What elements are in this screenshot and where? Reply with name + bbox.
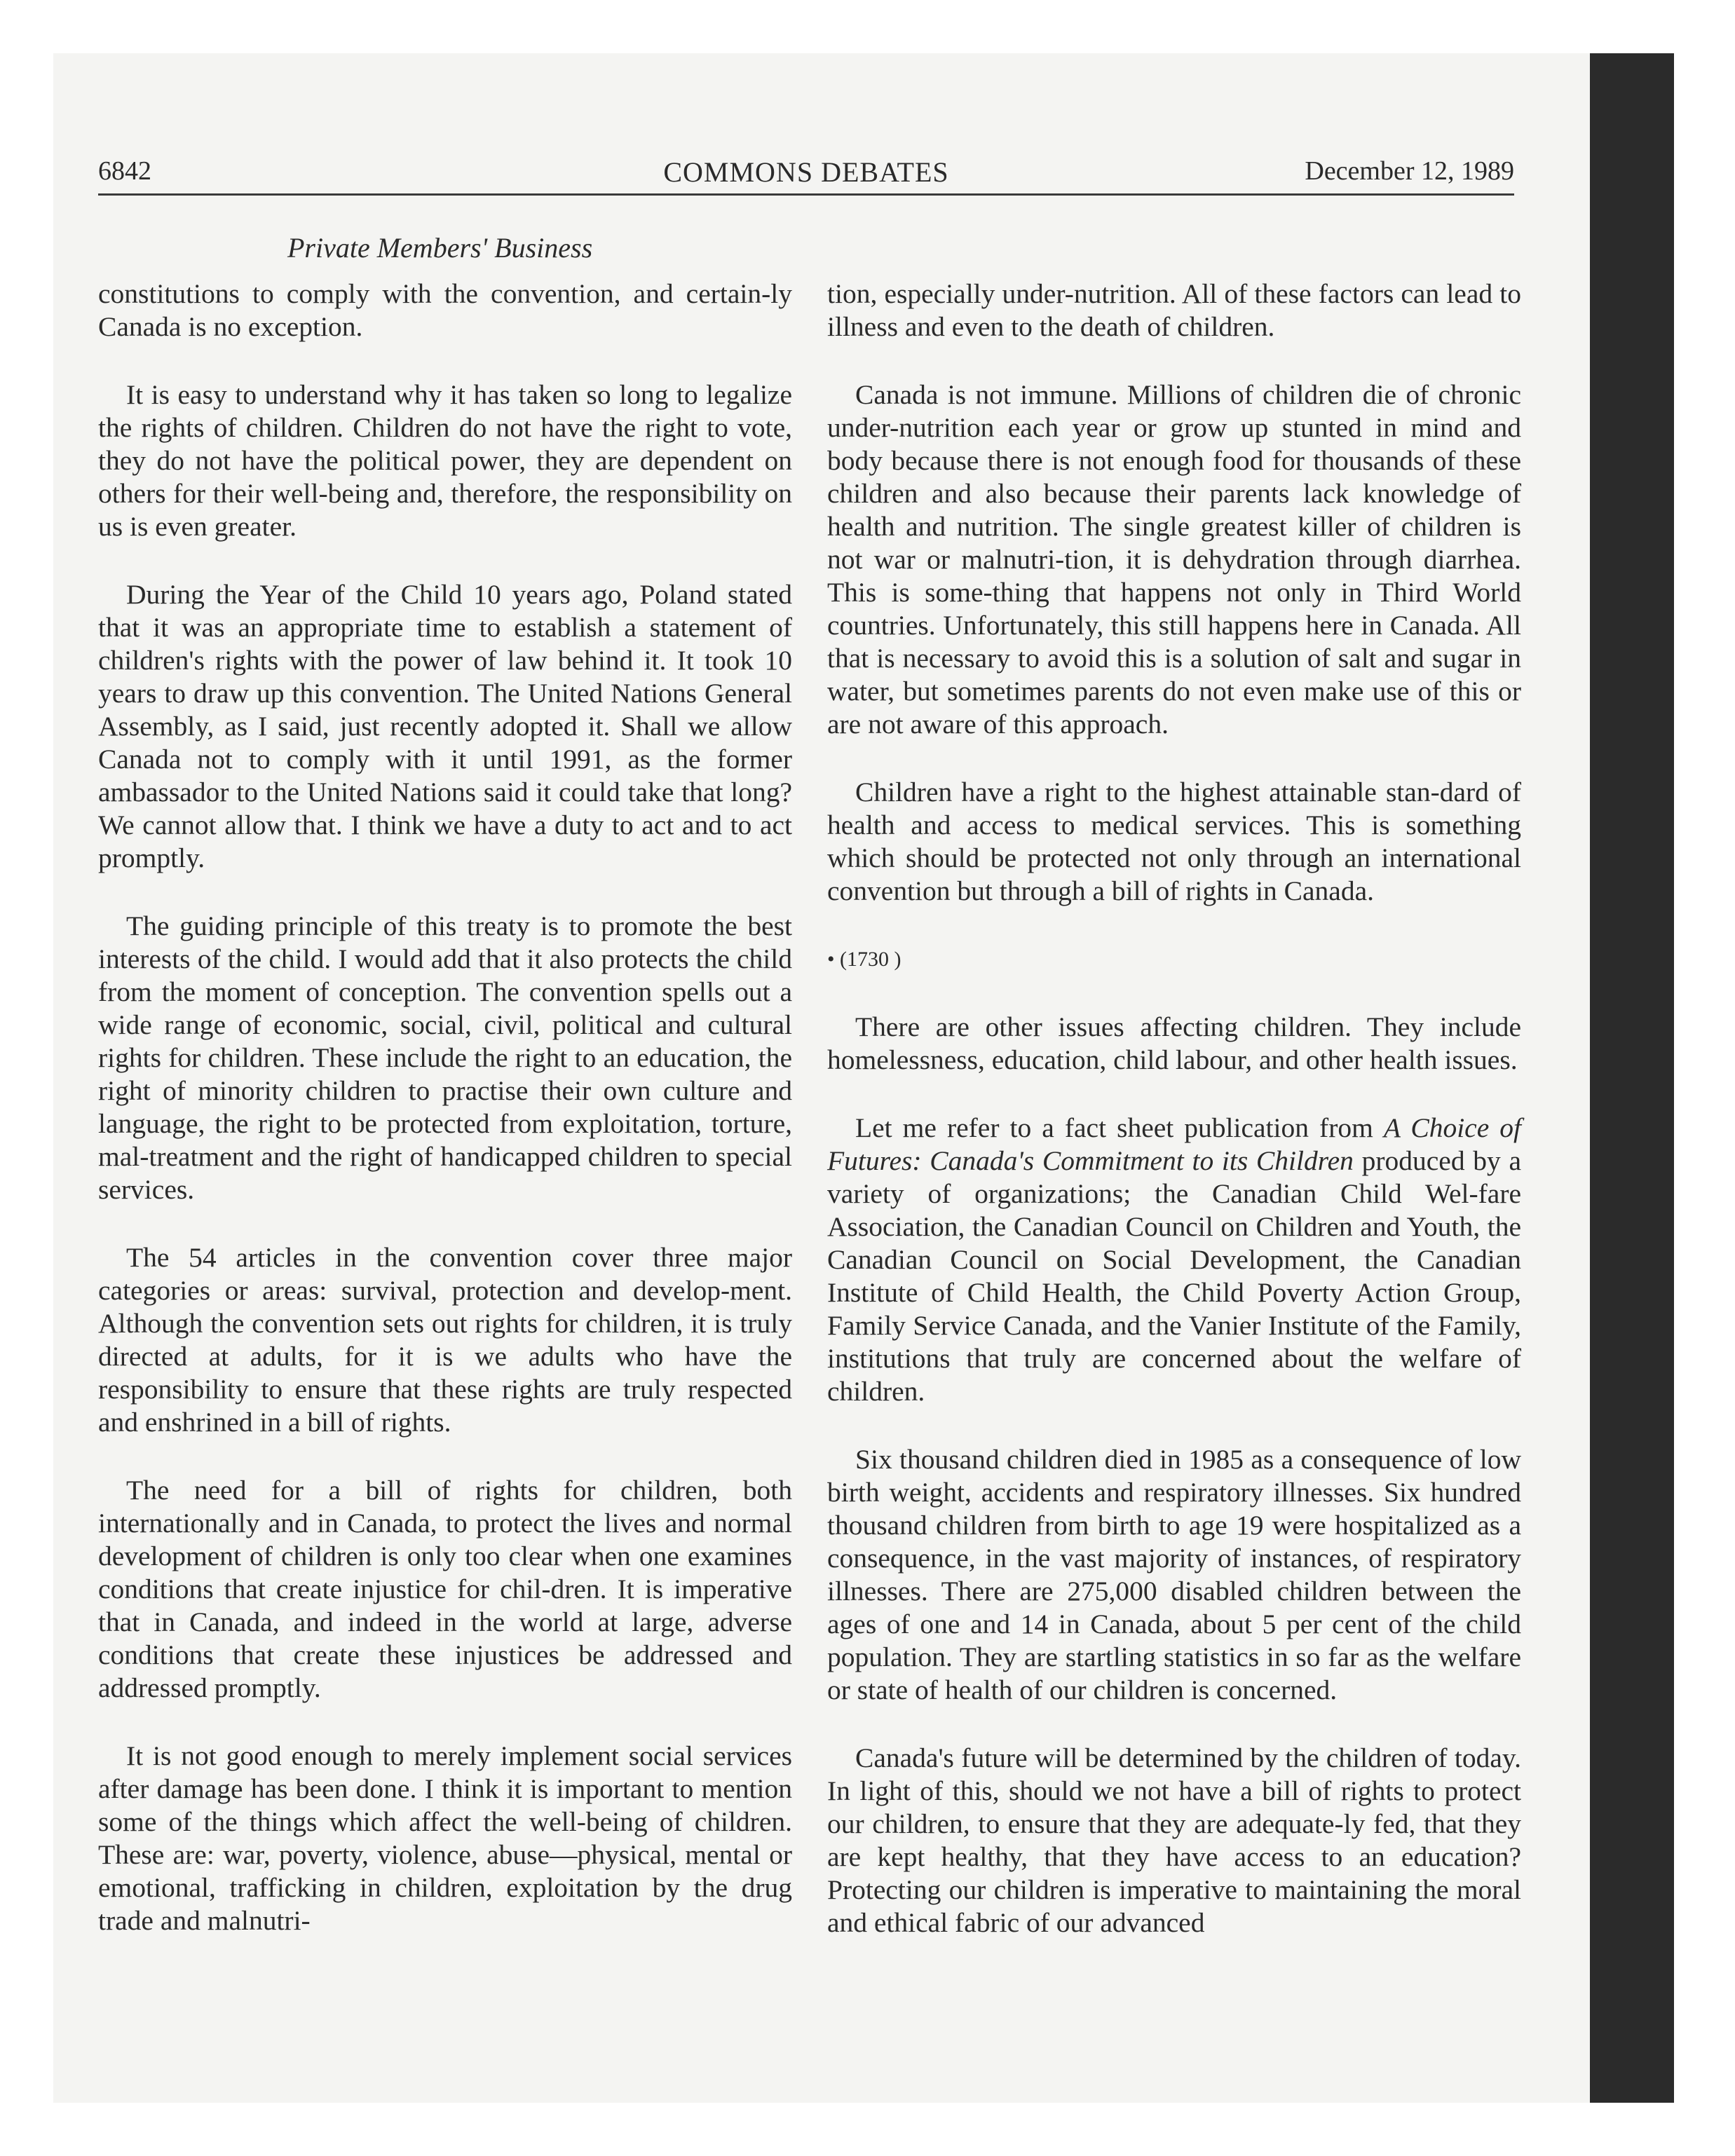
paragraph-text: Let me refer to a fact sheet publication from (855, 1112, 1384, 1143)
paragraph: Children have a right to the highest attainable stan-dard of health and access to medical services. This is something which should be protected not only through an international convention but through a bill of rights in Canada. (827, 777, 1521, 906)
paragraph: It is not good enough to merely implement social services after damage has been done. I think it is important to mention some of the things which affect the well-being of children. These are: war, poverty, violence, abuse—physical, mental or emotional, trafficking in children, exploitation by the drug trade and malnutri- (98, 1740, 792, 1936)
left-column (98, 278, 792, 1972)
paragraph: The 54 articles in the convention cover three major categories or areas: survival, protection and develop-ment. Although the convention sets out rights for children, it is truly directed at adults, for it is we adults who have the responsibility to ensure that these rights are truly respected and enshrined in a bill of rights. (98, 1242, 792, 1438)
paragraph-text: produced by a variety of organizations; the Canadian Child Wel-fare Association, the Canadian Council on Children and Youth, the Canadian Council on Social Development, the Canadian Institute of Child Health, the Child Poverty Action Group, Family Service Canada, and the Vanier Institute of the Family, institutions that truly are concerned about the welfare of children. (827, 1145, 1522, 1407)
publication-title-italic: A Choice of Futures: Canada's Commitment to its Children (827, 1112, 1521, 1176)
scan-edge-strip (1590, 53, 1674, 2103)
paragraph (827, 1112, 1521, 1408)
paragraph: constitutions to comply with the convention, and certain-ly Canada is no exception. (98, 278, 792, 342)
paragraph: Six thousand children died in 1985 as a consequence of low birth weight, accidents and respiratory illnesses. Six hundred thousand children from birth to age 19 were hospitalized as a consequence, in the vast majority of instances, of respiratory illnesses. There are 275,000 disabled children between the ages of one and 14 in Canada, about 5 per cent of the child population. They are startling statistics in so far as the welfare or state of health of our children is concerned. (827, 1444, 1521, 1705)
section-label: Private Members' Business (287, 232, 593, 264)
paragraph: The guiding principle of this treaty is to promote the best interests of the child. I would add that it also protects the child from the moment of conception. The convention spells out a wide range of economic, social, civil, political and cultural rights for children. These include the right to an education, the right of minority children to practise their own culture and language, the right to be protected from exploitation, torture, mal-treatment and the right of handicapped children to special services. (98, 910, 792, 1205)
page-number: 6842 (98, 156, 151, 186)
publication-date: December 12, 1989 (1305, 156, 1514, 186)
paragraph: During the Year of the Child 10 years ago, Poland stated that it was an appropriate time to establish a statement of children's rights with the power of law behind it. It took 10 years to draw up this convention. The United Nations General Assembly, as I said, just recently adopted it. Shall we allow Canada not to comply with it until 1991, as the former ambassador to the United Nations said it could take that long? We cannot allow that. I think we have a duty to act and to act promptly. (98, 579, 792, 873)
time-marker: • (1730 ) (827, 948, 901, 971)
paragraph: The need for a bill of rights for children, both internationally and in Canada, to protect the lives and normal development of children is only too clear when one examines conditions that create injustice for chil-dren. It is imperative that in Canada, and indeed in the world at large, adverse conditions that create these injustices be addressed and addressed promptly. (98, 1475, 792, 1703)
paragraph: It is easy to understand why it has taken so long to legalize the rights of children. Children do not have the right to vote, they do not have the political power, they are dependent on others for their well-being and, therefore, the responsibility on us is even greater. (98, 379, 792, 542)
page-header (98, 156, 1514, 193)
paragraph: Canada is not immune. Millions of children die of chronic under-nutrition each year or grow up stunted in mind and body because there is not enough food for thousands of these children and also because their parents lack knowledge of health and nutrition. The single greatest killer of children is not war or malnutri-tion, it is dehydration through diarrhea. This is some-thing that happens not only in Third World countries. Unfortunately, this still happens here in Canada. All that is necessary to avoid this is a solution of salt and sugar in water, but sometimes parents do not even make use of this or are not aware of this approach. (827, 379, 1521, 739)
publication-title: COMMONS DEBATES (663, 156, 949, 188)
paragraph: There are other issues affecting children. They include homelessness, education, child labour, and other health issues. (827, 1011, 1521, 1075)
header-rule (98, 193, 1514, 196)
paragraph: Canada's future will be determined by the children of today. In light of this, should we not have a bill of rights to protect our children, to ensure that they are adequate-ly fed, that they are kept healthy, that they have access to an education? Protecting our children is imperative to maintaining the moral and ethical fabric of our advanced (827, 1742, 1521, 1938)
right-column (827, 278, 1521, 1974)
paragraph: tion, especially under-nutrition. All of these factors can lead to illness and even to the death of children. (827, 278, 1521, 342)
